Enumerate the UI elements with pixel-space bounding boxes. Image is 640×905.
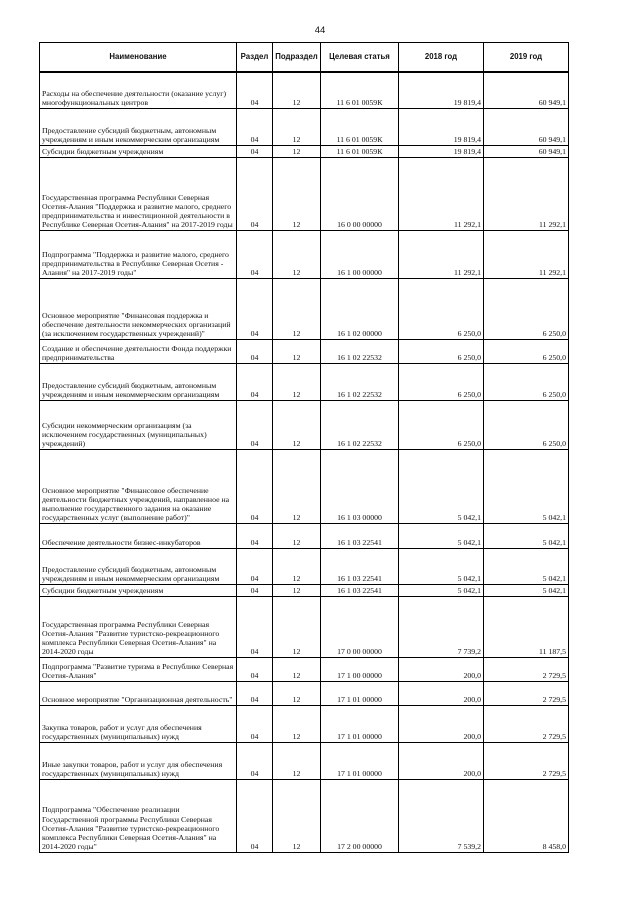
row-name: Создание и обеспечение деятельности Фонда поддержки предпринимательства: [40, 339, 237, 363]
row-2019: 8 458,0: [484, 779, 569, 852]
row-name: Субсидии бюджетным учреждениям: [40, 145, 237, 157]
row-section: 04: [237, 363, 273, 400]
row-2019: 60 949,1: [484, 145, 569, 157]
row-2018: 19 819,4: [399, 108, 484, 145]
row-target: 17 1 01 00000: [321, 705, 399, 742]
row-2019: 2 729,5: [484, 657, 569, 681]
row-2019: 6 250,0: [484, 339, 569, 363]
header-target: Целевая статья: [321, 43, 399, 73]
row-section: 04: [237, 400, 273, 449]
row-section: 04: [237, 230, 273, 278]
row-target: 17 1 01 00000: [321, 742, 399, 779]
table-row: [40, 705, 569, 742]
header-name: Наименование: [40, 43, 237, 73]
row-target: 17 1 00 00000: [321, 657, 399, 681]
row-name: Подпрограмма "Поддержка и развитие малого, среднего предпринимательства в Республике Северная Осетия - Алания" на 2017-2019 годы": [40, 230, 237, 278]
row-name: Подпрограмма "Развитие туризма в Республике Северная Осетия-Алания": [40, 657, 237, 681]
row-subsection: 12: [273, 523, 321, 548]
row-section: 04: [237, 657, 273, 681]
row-target: 16 1 03 22541: [321, 523, 399, 548]
row-2019: 5 042,1: [484, 449, 569, 523]
row-2019: 6 250,0: [484, 400, 569, 449]
row-section: 04: [237, 278, 273, 339]
row-target: 16 1 02 00000: [321, 278, 399, 339]
row-name: Иные закупки товаров, работ и услуг для обеспечения государственных (муниципальных) нужд: [40, 742, 237, 779]
header-section: Раздел: [237, 43, 273, 73]
row-2018: 200,0: [399, 657, 484, 681]
row-2019: 2 729,5: [484, 705, 569, 742]
row-subsection: 12: [273, 779, 321, 852]
table-row: [40, 449, 569, 523]
row-subsection: 12: [273, 681, 321, 705]
page-number: 44: [314, 25, 326, 36]
row-2018: 7 739,2: [399, 596, 484, 657]
row-target: 16 1 02 22532: [321, 400, 399, 449]
row-name: Предоставление субсидий бюджетным, автономным учреждениям и иным некоммерческим организациям: [40, 363, 237, 400]
row-2019: 5 042,1: [484, 584, 569, 596]
row-2018: 11 292,1: [399, 157, 484, 230]
row-2019: 6 250,0: [484, 363, 569, 400]
row-subsection: 12: [273, 72, 321, 108]
table-row: [40, 339, 569, 363]
row-2018: 5 042,1: [399, 449, 484, 523]
row-subsection: 12: [273, 108, 321, 145]
row-subsection: 12: [273, 157, 321, 230]
row-subsection: 12: [273, 230, 321, 278]
row-2018: 200,0: [399, 742, 484, 779]
table-row: [40, 523, 569, 548]
row-target: 17 0 00 00000: [321, 596, 399, 657]
row-2018: 6 250,0: [399, 278, 484, 339]
row-2019: 11 187,5: [484, 596, 569, 657]
row-name: Субсидии бюджетным учреждениям: [40, 584, 237, 596]
row-2018: 6 250,0: [399, 363, 484, 400]
row-2019: 11 292,1: [484, 157, 569, 230]
row-name: Предоставление субсидий бюджетным, автономным учреждениям и иным некоммерческим организациям: [40, 548, 237, 584]
row-section: 04: [237, 145, 273, 157]
row-name: Расходы на обеспечение деятельности (оказание услуг) многофункциональных центров: [40, 72, 237, 108]
row-target: 16 1 03 22541: [321, 584, 399, 596]
row-name: Обеспечение деятельности бизнес-инкубаторов: [40, 523, 237, 548]
row-section: 04: [237, 449, 273, 523]
row-target: 16 1 03 22541: [321, 548, 399, 584]
row-section: 04: [237, 705, 273, 742]
row-2019: 60 949,1: [484, 108, 569, 145]
row-target: 16 1 03 00000: [321, 449, 399, 523]
row-target: 17 2 00 00000: [321, 779, 399, 852]
row-2019: 60 949,1: [484, 72, 569, 108]
table-row: [40, 400, 569, 449]
row-subsection: 12: [273, 278, 321, 339]
row-section: 04: [237, 108, 273, 145]
table-row: [40, 742, 569, 779]
row-section: 04: [237, 584, 273, 596]
budget-table: [39, 42, 569, 853]
row-name: Государственная программа Республики Северная Осетия-Алания "Поддержка и развитие малого, среднего предпринимательства и инвестиционной деятельности в Республике Северная Осетия-Алания" на 2017-2019 годы: [40, 157, 237, 230]
row-subsection: 12: [273, 584, 321, 596]
row-subsection: 12: [273, 548, 321, 584]
row-subsection: 12: [273, 363, 321, 400]
table-row: [40, 779, 569, 852]
row-target: 11 6 01 0059К: [321, 108, 399, 145]
header-row: [40, 43, 569, 73]
row-target: 11 6 01 0059К: [321, 72, 399, 108]
table-row: [40, 363, 569, 400]
row-section: 04: [237, 742, 273, 779]
row-target: 16 1 00 00000: [321, 230, 399, 278]
row-subsection: 12: [273, 400, 321, 449]
row-subsection: 12: [273, 657, 321, 681]
table-row: [40, 584, 569, 596]
table-row: [40, 108, 569, 145]
table-row: [40, 657, 569, 681]
row-subsection: 12: [273, 145, 321, 157]
row-section: 04: [237, 157, 273, 230]
table-row: [40, 681, 569, 705]
row-2019: 2 729,5: [484, 742, 569, 779]
row-2019: 11 292,1: [484, 230, 569, 278]
row-subsection: 12: [273, 742, 321, 779]
row-target: 17 1 01 00000: [321, 681, 399, 705]
row-subsection: 12: [273, 705, 321, 742]
table-row: [40, 72, 569, 108]
row-section: 04: [237, 548, 273, 584]
table-row: [40, 230, 569, 278]
row-target: 16 1 02 22532: [321, 339, 399, 363]
row-name: Основное мероприятие "Финансовая поддержка и обеспечение деятельности некоммерческих организаций (за исключением государственных учреждений)": [40, 278, 237, 339]
row-name: Закупка товаров, работ и услуг для обеспечения государственных (муниципальных) нужд: [40, 705, 237, 742]
row-section: 04: [237, 596, 273, 657]
row-subsection: 12: [273, 596, 321, 657]
row-section: 04: [237, 523, 273, 548]
row-name: Предоставление субсидий бюджетным, автономным учреждениям и иным некоммерческим организациям: [40, 108, 237, 145]
table-row: [40, 157, 569, 230]
row-target: 16 1 02 22532: [321, 363, 399, 400]
row-2018: 200,0: [399, 705, 484, 742]
row-target: 16 0 00 00000: [321, 157, 399, 230]
table-row: [40, 278, 569, 339]
row-2018: 7 539,2: [399, 779, 484, 852]
header-2019: 2019 год: [484, 43, 569, 73]
row-2019: 5 042,1: [484, 548, 569, 584]
header-2018: 2018 год: [399, 43, 484, 73]
row-section: 04: [237, 779, 273, 852]
row-target: 11 6 01 0059К: [321, 145, 399, 157]
row-2019: 2 729,5: [484, 681, 569, 705]
row-name: Основное мероприятие "Финансовое обеспечение деятельности бюджетных учреждений, направленное на выполнение государственного задания на оказание государственных услуг (выполнение работ)": [40, 449, 237, 523]
row-name: Субсидии некоммерческим организациям (за исключением государственных (муниципальных) учреждений): [40, 400, 237, 449]
table-row: [40, 548, 569, 584]
row-2019: 6 250,0: [484, 278, 569, 339]
row-2018: 5 042,1: [399, 548, 484, 584]
row-2018: 19 819,4: [399, 72, 484, 108]
row-subsection: 12: [273, 449, 321, 523]
row-name: Основное мероприятие "Организационная деятельность": [40, 681, 237, 705]
row-section: 04: [237, 72, 273, 108]
row-2018: 5 042,1: [399, 523, 484, 548]
row-subsection: 12: [273, 339, 321, 363]
table-row: [40, 596, 569, 657]
row-2018: 19 819,4: [399, 145, 484, 157]
table-row: [40, 145, 569, 157]
row-name: Подпрограмма "Обеспечение реализации Государственной программы Республики Северная Осетия-Алания "Развитие туристско-рекреационного комплекса Республики Северная Осетия-Алания" на 2014-2020 годы": [40, 779, 237, 852]
row-2018: 11 292,1: [399, 230, 484, 278]
row-name: Государственная программа Республики Северная Осетия-Алания "Развитие туристско-рекреационного комплекса Республики Северная Осетия-Алания" на 2014-2020 годы: [40, 596, 237, 657]
row-2018: 5 042,1: [399, 584, 484, 596]
row-2019: 5 042,1: [484, 523, 569, 548]
row-section: 04: [237, 681, 273, 705]
row-2018: 6 250,0: [399, 339, 484, 363]
row-2018: 6 250,0: [399, 400, 484, 449]
row-2018: 200,0: [399, 681, 484, 705]
row-section: 04: [237, 339, 273, 363]
header-subsection: Подраздел: [273, 43, 321, 73]
